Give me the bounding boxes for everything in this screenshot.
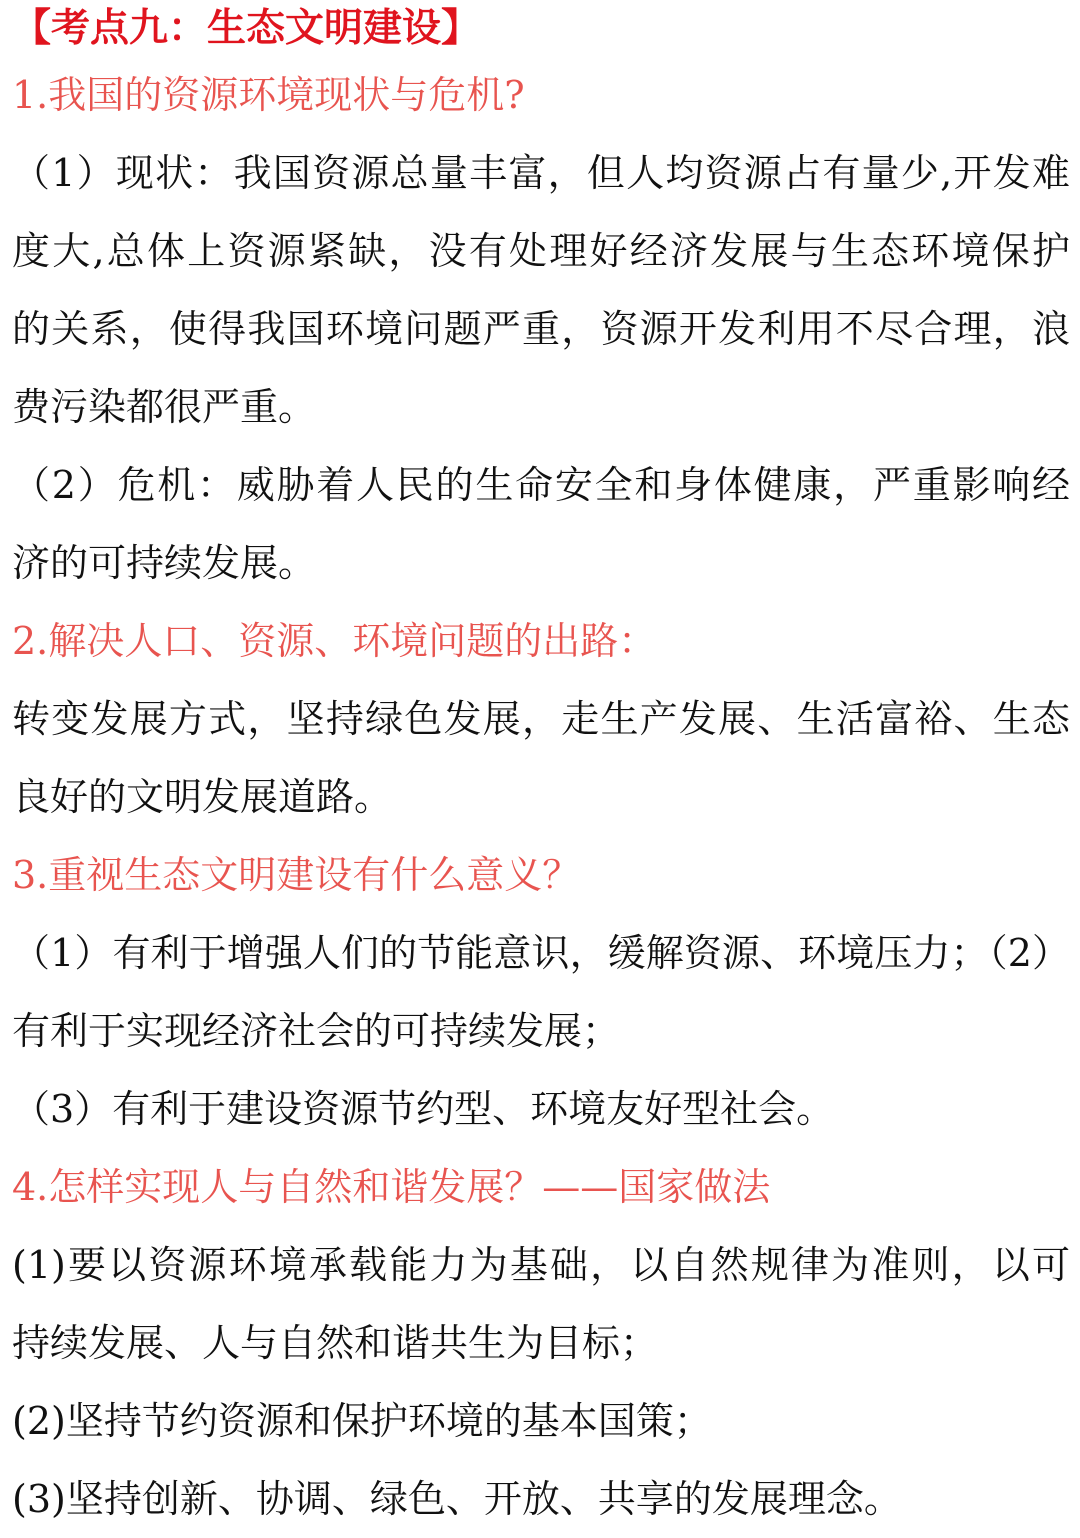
question-4-answer-line-1: (1)要以资源环境承载能力为基础，以自然规律为准则，以可	[12, 1243, 1070, 1287]
question-1-heading: 1.我国的资源环境现状与危机?	[12, 73, 525, 117]
question-1-status-line-3: 的关系，使得我国环境问题严重，资源开发利用不尽合理，浪	[12, 307, 1070, 351]
question-3-answer-line-3: （3）有利于建设资源节约型、环境友好型社会。	[12, 1087, 835, 1131]
question-4-heading: 4.怎样实现人与自然和谐发展？——国家做法	[12, 1165, 771, 1209]
question-3-answer-line-2: 有利于实现经济社会的可持续发展；	[12, 1009, 621, 1053]
question-2-heading: 2.解决人口、资源、环境问题的出路：	[12, 619, 657, 663]
question-4-answer-line-4: (3)坚持创新、协调、绿色、开放、共享的发展理念。	[12, 1477, 902, 1521]
question-2-answer-line-2: 良好的文明发展道路。	[12, 775, 393, 819]
question-4-answer-line-3: (2)坚持节约资源和保护环境的基本国策；	[12, 1399, 712, 1443]
question-4-answer-line-2: 持续发展、人与自然和谐共生为目标；	[12, 1321, 659, 1365]
question-1-status-line-2: 度大,总体上资源紧缺，没有处理好经济发展与生态环境保护	[12, 229, 1070, 273]
question-3-heading: 3.重视生态文明建设有什么意义？	[12, 853, 581, 897]
question-1-crisis-line-1: （2）危机：威胁着人民的生命安全和身体健康，严重影响经	[12, 463, 1070, 507]
question-1-status-line-1: （1）现状：我国资源总量丰富，但人均资源占有量少,开发难	[12, 151, 1070, 195]
question-1-status-line-4: 费污染都很严重。	[12, 385, 317, 429]
question-1-crisis-line-2: 济的可持续发展。	[12, 541, 317, 585]
question-3-answer-line-1: （1）有利于增强人们的节能意识，缓解资源、环境压力；（2）	[12, 931, 1070, 975]
question-2-answer-line-1: 转变发展方式，坚持绿色发展，走生产发展、生活富裕、生态	[12, 697, 1070, 741]
section-title: 【考点九：生态文明建设】	[12, 5, 481, 51]
